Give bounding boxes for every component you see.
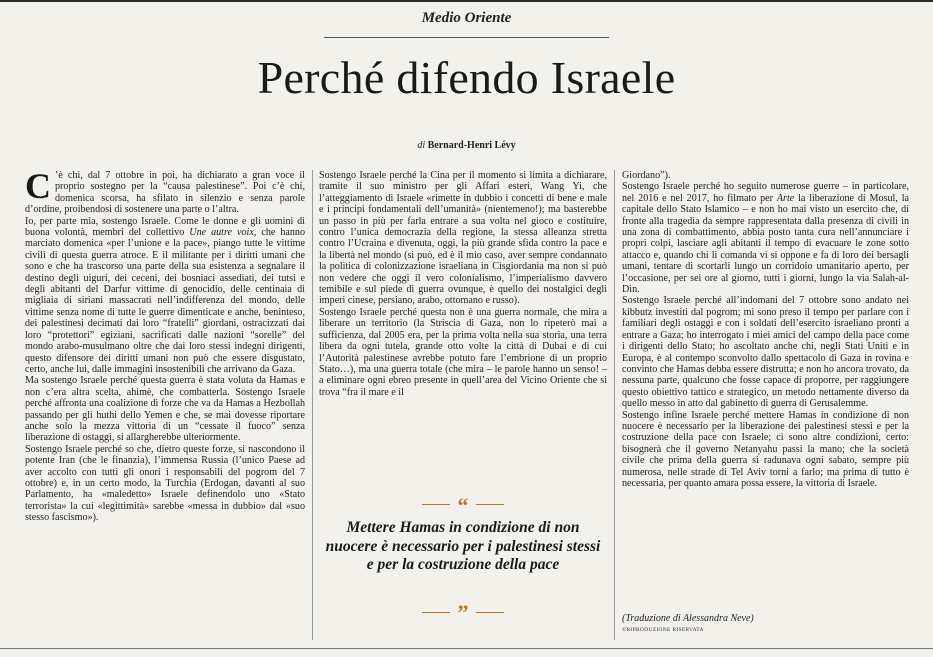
paragraph: C ’è chi, dal 7 ottobre in poi, ha dichiarato a gran voce il proprio sostegno per la “causa palestinese”. Poi c’è chi, domenica scorsa, ha sfilato in silenzio e senza parole d’ordine, proibendosi di sostenere una parte o l’altra. bbox=[25, 166, 305, 216]
paragraph: Sostengo infine Israele perché mettere Hamas in condizione di non nuocere è necessario per la liberazione dei palestinesi stessi e per la costruzione della pace con Israele; ci sono altre condizioni, certo: bisognerà che il governo Netanyahu passi la mano; che la società civile che prima della guerra si radunava ogni sabato, sempre più numerosa, nelle strade di Tel Aviv torni a farlo; ma prima di tutto è necessaria, per quanto amara possa essere, la vittoria di Israele. bbox=[622, 409, 909, 489]
top-rule bbox=[0, 0, 933, 2]
paragraph: Sostengo Israele perché so che, dietro queste forze, si nascondono il potente Iran (che le finanzia), l’immensa Russia (l’unico Paese ad aver accolto con tutti gli onori i responsabili del pogrom del 7 ottobre) e, in un certo modo, la Turchia (Erdogan, davanti al suo Parlamento, ha «maledetto» Israele definendolo uno «Stato terrorista» la cui «legittimità» sarebbe «messa in dubbio» dal «suo stesso fascismo»). bbox=[25, 443, 305, 524]
pull-quote: Mettere Hamas in condizione di non nuocere è necessario per i palestinesi stessi e per la costruzione della pace bbox=[325, 519, 601, 574]
quote-rule-right-bottom bbox=[476, 612, 504, 613]
byline-author: Bernard-Henri Lévy bbox=[427, 140, 516, 151]
drop-cap: C bbox=[25, 166, 51, 206]
paragraph: Sostengo Israele perché questa non è una guerra normale, che mira a liberare un territorio (la Striscia di Gaza, non lo ripeterò mai a sufficienza, dal 2005 era, per la prima volta nella sua storia, una terra libera da ogni tutela, grande otto volte la città di Dubai e di cui l’Autorità palestinese avrebbe potuto fare l’embrione di un proprio Stato…), ma una guerra totale (che mira – le parole hanno un senso! – a eliminare ogni ebreo presente in quell’area del Vicino Oriente che si trova “fra il mare e il bbox=[319, 306, 607, 398]
column-separator-1 bbox=[312, 170, 313, 640]
paragraph: Giordano”). bbox=[622, 170, 671, 181]
paragraph: Sostengo Israele perché ho seguito numerose guerre – in particolare, nel 2016 e nel 2017, ho filmato per Arte la liberazione di Mosul, la capitale dello Stato Islamico – e non ho mai visto un esercito che, di fronte alla tragedia da sempre rappresentata dalla presenza di civili in una zona di combattimento, abbia posto tanta cura nell’annunciare i propri colpi, lasciare agli abitanti il tempo di evacuare le zone sotto attacco e, quando chi li comanda vi si oppone e fa di loro dei bersagli umani, tentare di scortarli lungo un corridoio umanitario aperto, per l’occasione, per sei ore al giorno, tutti i giorni, lungo la via Salah-al-Din. bbox=[622, 181, 909, 296]
italic-title: Arte bbox=[776, 192, 795, 204]
quote-rule-right-top bbox=[476, 504, 504, 505]
column-3 bbox=[622, 170, 909, 489]
paragraph: Ma sostengo Israele perché questa guerra è stata voluta da Hamas e non c’era altra scelta, ahimè, che combatterla. Sostengo Israele perché affronta una coalizione di forze che va da Hamas a Hezbollah passando per gli huthi dello Yemen e che, se mai dovesse riportare anche solo la mezza vittoria di un “cessate il fuoco” senza liberazione di ostaggi, si allargherebbe ulteriormente. bbox=[25, 375, 305, 444]
byline bbox=[0, 140, 933, 151]
column-2 bbox=[319, 170, 607, 398]
column-separator-2 bbox=[614, 170, 615, 640]
headline: Perché difendo Israele bbox=[257, 52, 676, 103]
column-1 bbox=[25, 166, 306, 524]
bottom-rule bbox=[0, 648, 933, 649]
paragraph: Sostengo Israele perché all’indomani del 7 ottobre sono andato nei kibbutz investiti dal pogrom; mi sono preso il tempo per parlare con i familiari degli ostaggi e con i soldati dell’esercito israeliano pronti a entrare a Gaza; ho interrogato i miei amici del campo della pace come i dirigenti dello Stato; ho ascoltato anche chi, negli Stati Uniti e in Europa, è al contempo sconvolto dallo spettacolo di Gaza in rovina e convinto che Hamas debba essere distrutta; e non ho ancora trovato, da nessuna parte, qualcuno che fosse capace di proporre, per raggiungere questo obiettivo tattico e strategico, un metodo nettamente diverso da quello messo in atto dal gabinetto di guerra di Gerusalemme. bbox=[622, 295, 910, 410]
copyright-notice: ©RIPRODUZIONE RISERVATA bbox=[622, 627, 704, 633]
close-quote-mark: ” bbox=[457, 600, 469, 625]
section-kicker: Medio Oriente bbox=[421, 10, 512, 26]
italic-title: Une autre voix bbox=[189, 227, 254, 239]
paragraph: Sostengo Israele perché la Cina per il momento si limita a dichiarare, tramite il suo ministro per gli Affari esteri, Wang Yi, che l’atteggiamento di Israele «rimette in dubbio i concetti di bene e male e i principi fondamentali dell’umanità» (nientemeno!); ma basterebbe un passo in più per farla entrare a sua volta nel gioco e costituire, contro l’unica democrazia della regione, la stessa alleanza stretta contro l’Ucraina e divenuta, oggi, la più grande sfida contro la pace e la libertà nel mondo (si può, ed è il mio caso, aver sempre condannato la politica di colonizzazione israeliana in Cisgiordania ma non si può non vedere che oggi il vero colonialismo, l’imperialismo davvero temibile e sul piede di guerra ovunque, è quello dei nostalgici degli imperi cinese, persiano, arabo, ottomano e russo). bbox=[319, 170, 607, 307]
paragraph: Io, per parte mia, sostengo Israele. Come le donne e gli uomini di buona volontà, membri del collettivo Une autre voix, che hanno marciato domenica «per l’unione e la pace», piango tutte le vittime civili di questa guerra atroce. E il militante per i diritti umani che sono e che ha trascorso una parte della sua esistenza a segnalare il destino degli uiguri, dei ceceni, dei bosniaci assediati, dei tutsi e degli abitanti del Darfur vittime di genocidio, delle centinaia di migliaia di siriani massacrati nell’indifferenza del mondo, delle vittime senza nome di tutte le guerre dimenticate e anche, beninteso, dei palestinesi decimati dai loro “fratelli” giordani, ostracizzati dai loro “protettori” egiziani, sacrificati dalle nazioni “sorelle” del mondo arabo-musulmano oltre che dai loro stessi indegni dirigenti, questo difensore dei diritti umani non può che essere disgustato, certo, anche lui, dalle immagini insostenibili che arrivano da Gaza. bbox=[25, 215, 306, 375]
kicker-underline bbox=[324, 37, 609, 38]
byline-prefix: di bbox=[417, 140, 426, 151]
translator-credit: (Traduzione di Alessandra Neve) bbox=[622, 613, 754, 624]
open-quote-mark: “ bbox=[457, 493, 469, 518]
